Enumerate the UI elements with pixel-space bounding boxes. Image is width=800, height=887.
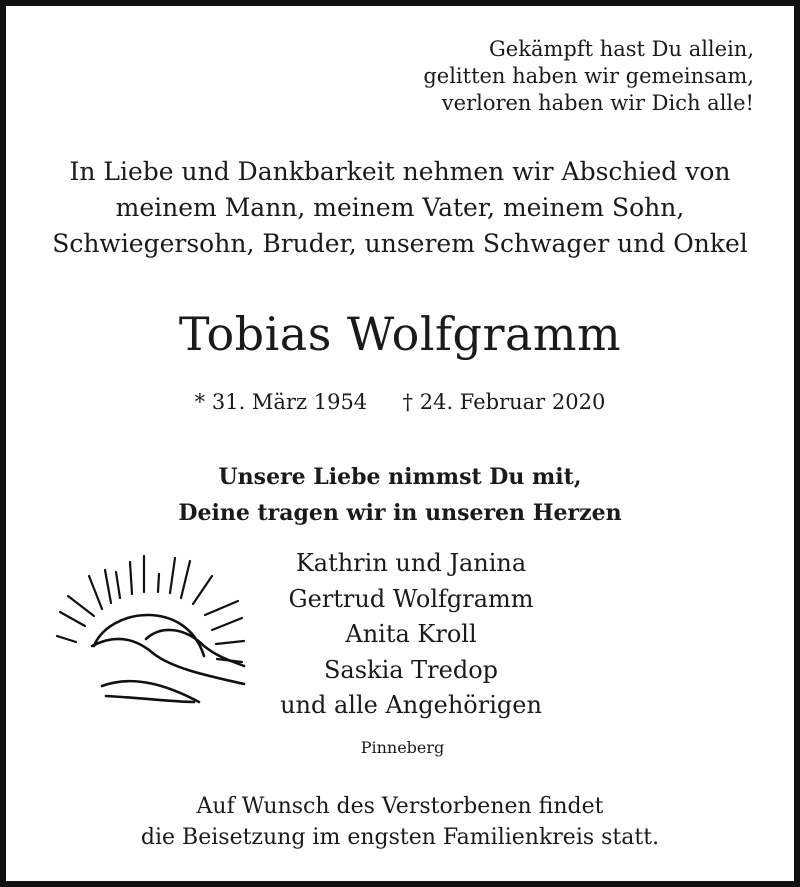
memorial-verse bbox=[6, 459, 794, 531]
intro-line: meinem Mann, meinem Vater, meinem Sohn, bbox=[115, 193, 685, 222]
place-name: Pinneberg bbox=[360, 738, 445, 757]
intro-line: Schwiegersohn, Bruder, unserem Schwager und Onkel bbox=[52, 229, 748, 258]
intro-line: In Liebe und Dankbarkeit nehmen wir Abschied von bbox=[69, 157, 731, 186]
poem-line: Gekämpft hast Du allein, bbox=[489, 37, 754, 61]
sunset-icon bbox=[54, 546, 254, 716]
verse-line: Unsere Liebe nimmst Du mit, bbox=[218, 464, 582, 490]
poem-line: gelitten haben wir gemeinsam, bbox=[423, 64, 754, 88]
mourner-name: und alle Angehörigen bbox=[280, 691, 542, 719]
closing-line: die Beisetzung im engsten Familienkreis statt. bbox=[140, 825, 660, 850]
poem-line: verloren haben wir Dich alle! bbox=[441, 91, 754, 115]
poem bbox=[334, 36, 754, 117]
mourners-list bbox=[226, 546, 596, 724]
life-dates bbox=[6, 387, 794, 417]
closing-line: Auf Wunsch des Verstorbenen findet bbox=[196, 794, 604, 819]
birth-date: * 31. März 1954 bbox=[194, 390, 368, 414]
mourner-name: Kathrin und Janina bbox=[295, 549, 527, 577]
mourner-name: Saskia Tredop bbox=[323, 655, 499, 684]
mourner-name: Anita Kroll bbox=[345, 620, 477, 648]
mourner-name: Gertrud Wolfgramm bbox=[288, 584, 534, 613]
death-date: † 24. Februar 2020 bbox=[402, 390, 606, 414]
closing-note bbox=[6, 791, 794, 853]
verse-line: Deine tragen wir in unseren Herzen bbox=[178, 500, 622, 526]
intro-text bbox=[46, 154, 754, 262]
deceased-name: Tobias Wolfgramm bbox=[178, 307, 622, 361]
